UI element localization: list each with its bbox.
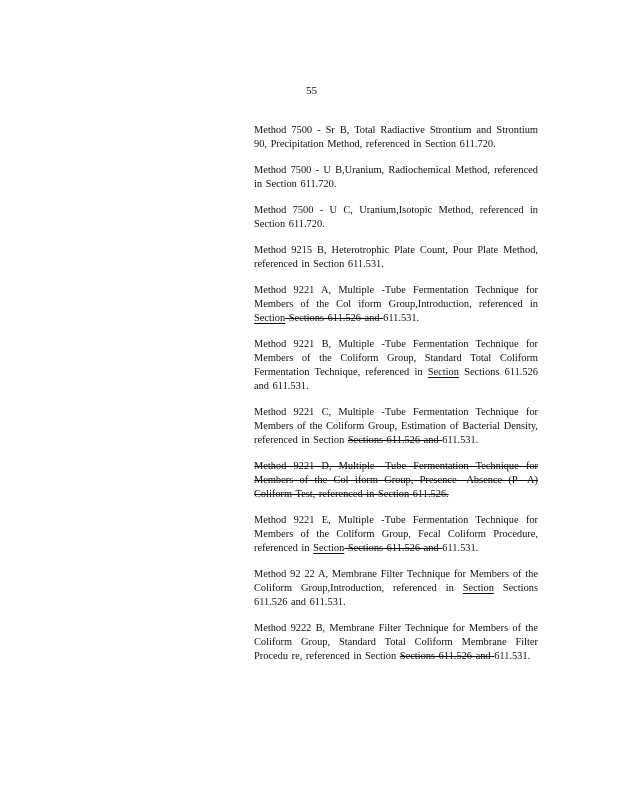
- entry-text: Method 9221 A, Multiple -Tube Fermentation Technique for Members of the Col iform Group,Introduction, referenced in: [254, 285, 538, 310]
- entry-text: Method 9215 B, Heterotrophic Plate Count, Pour Plate Method, referenced in Section 611.531.: [254, 245, 538, 270]
- entry-text: Method 9221 B, Multiple -Tube Fermentation Technique for Members of the Coliform Group, Standard Total Coliform Fermentation Technique, referenced in: [254, 339, 538, 378]
- method-entry-9221-c: [254, 406, 538, 448]
- inserted-text: Section: [462, 583, 494, 594]
- entry-text: Method 92 22 A, Membrane Filter Technique for Members of the Coliform Group,Introduction, referenced in: [254, 569, 538, 594]
- deleted-text: Sections 611.526 and: [285, 313, 384, 324]
- entry-text-end: Sections 611.526 and 611.531.: [254, 583, 538, 608]
- method-entry-9221-e: [254, 514, 538, 556]
- method-entry-7500-sr-b: [254, 124, 538, 152]
- entry-text-end: Sections 611.526 and 611.531.: [254, 367, 538, 392]
- page-number: 55: [306, 85, 317, 97]
- method-entry-7500-u-b: [254, 164, 538, 192]
- deleted-entry-text: Method 9221 D, Multiple -Tube Fermentation Technique for Members of the Col iform Group, Presence -Absence (P -A) Coliform Test, referenced in Section 611.526.: [254, 461, 538, 500]
- method-entry-9222-a: [254, 568, 538, 610]
- entry-text-end: 611.531.: [494, 651, 531, 662]
- entry-text: Method 9221 C, Multiple -Tube Fermentation Technique for Members of the Coliform Group, Estimation of Bacterial Density, referenced in Section: [254, 407, 538, 446]
- entry-text-end: 611.531.: [383, 313, 420, 324]
- entry-text-end: 611.531.: [442, 435, 479, 446]
- entry-text: Method 7500 - U B,Uranium, Radiochemical Method, referenced in Section 611.720.: [254, 165, 538, 190]
- entry-text-end: 611.531.: [442, 543, 479, 554]
- inserted-text: Section: [254, 313, 286, 324]
- method-entry-9221-d-deleted: [254, 460, 538, 502]
- inserted-text: Section: [313, 543, 345, 554]
- deleted-text: Sections 611.526 and: [347, 435, 443, 446]
- method-entry-9215-b: [254, 244, 538, 272]
- entry-text: Method 9222 B, Membrane Filter Technique for Members of the Coliform Group, Standard Total Coliform Membrane Filter Procedu re, referenced in Section: [254, 623, 538, 662]
- entry-text: Method 9221 E, Multiple -Tube Fermentation Technique for Members of the Coliform Group, Fecal Coliform Procedure, referenced in: [254, 515, 538, 554]
- deleted-text: Sections 611.526 and: [399, 651, 495, 662]
- method-list: [254, 124, 538, 676]
- entry-text: Method 7500 - Sr B, Total Radiactive Strontium and Strontium 90, Precipitation Method, referenced in Section 611.720.: [254, 125, 538, 150]
- method-entry-9222-b: [254, 622, 538, 664]
- method-entry-9221-b: [254, 338, 538, 394]
- entry-text: Method 7500 - U C, Uranium,Isotopic Method, referenced in Section 611.720.: [254, 205, 538, 230]
- method-entry-9221-a: [254, 284, 538, 326]
- inserted-text: Section: [427, 367, 459, 378]
- method-entry-7500-u-c: [254, 204, 538, 232]
- deleted-text: Sections 611.526 and: [344, 543, 443, 554]
